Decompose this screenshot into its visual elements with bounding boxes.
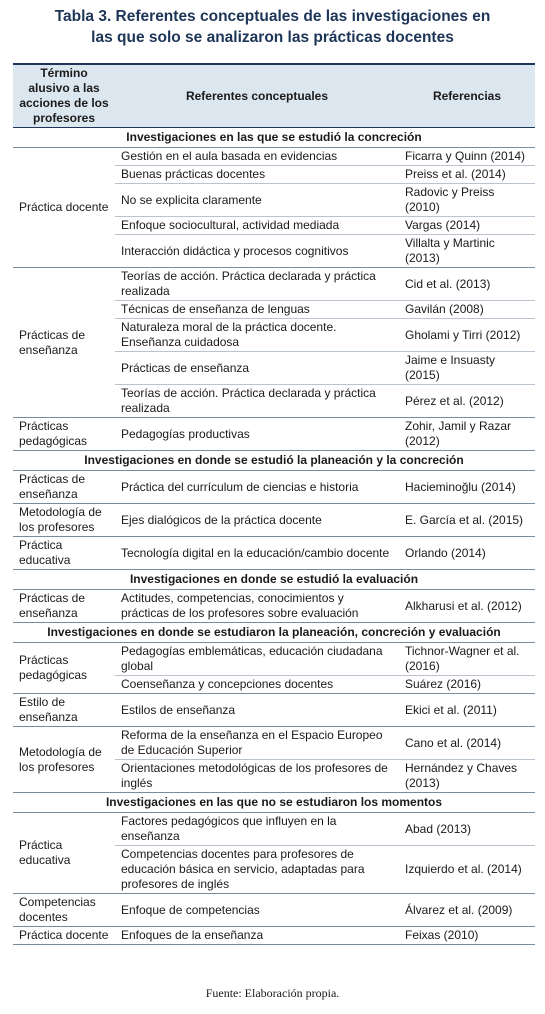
citation-cell: Alkharusi et al. (2012) xyxy=(399,590,535,623)
conceptual-reference-cell: Gestión en el aula basada en evidencias xyxy=(115,148,399,166)
conceptual-reference-cell: Teorías de acción. Práctica declarada y práctica realizada xyxy=(115,268,399,301)
conceptual-reference-cell: Orientaciones metodológicas de los profesores de inglés xyxy=(115,760,399,793)
citation-cell: Álvarez et al. (2009) xyxy=(399,894,535,927)
conceptual-reference-cell: Enfoque de competencias xyxy=(115,894,399,927)
conceptual-reference-cell: Buenas prácticas docentes xyxy=(115,166,399,184)
citation-cell: Abad (2013) xyxy=(399,813,535,846)
section-label: Investigaciones en donde se estudió la evaluación xyxy=(13,570,535,590)
citation-cell: Zohir, Jamil y Razar (2012) xyxy=(399,418,535,451)
conceptual-reference-cell: Práctica del currículum de ciencias e historia xyxy=(115,471,399,504)
citation-cell: Pérez et al. (2012) xyxy=(399,385,535,418)
conceptual-reference-cell: No se explicita claramente xyxy=(115,184,399,217)
header-term: Término alusivo a las acciones de los profesores xyxy=(13,64,115,128)
term-cell: Metodología de los profesores xyxy=(13,727,115,793)
source-note: Fuente: Elaboración propia. xyxy=(205,986,340,1000)
citation-cell: E. García et al. (2015) xyxy=(399,504,535,537)
table-row xyxy=(13,504,535,537)
conceptual-reference-cell: Actitudes, competencias, conocimientos y prácticas de los profesores sobre evaluación xyxy=(115,590,399,623)
term-cell: Prácticas de enseñanza xyxy=(13,590,115,623)
term-cell: Prácticas pedagógicas xyxy=(13,418,115,451)
section-header-row xyxy=(13,451,535,471)
conceptual-reference-cell: Competencias docentes para profesores de educación básica en servicio, adaptadas para profesores de inglés xyxy=(115,846,399,894)
citation-cell: Tichnor-Wagner et al. (2016) xyxy=(399,643,535,676)
conceptual-reference-cell: Coenseñanza y concepciones docentes xyxy=(115,676,399,694)
conceptual-reference-cell: Tecnología digital en la educación/cambio docente xyxy=(115,537,399,570)
citation-cell: Izquierdo et al. (2014) xyxy=(399,846,535,894)
header-conceptual-references: Referentes conceptuales xyxy=(115,64,399,128)
citation-cell: Villalta y Martinic (2013) xyxy=(399,235,535,268)
conceptual-reference-cell: Naturaleza moral de la práctica docente. Enseñanza cuidadosa xyxy=(115,319,399,352)
citation-cell: Jaime e Insuasty (2015) xyxy=(399,352,535,385)
section-label: Investigaciones en las que no se estudiaron los momentos xyxy=(13,793,535,813)
section-label: Investigaciones en las que se estudió la concreción xyxy=(13,128,535,148)
term-cell: Metodología de los profesores xyxy=(13,504,115,537)
table-title xyxy=(0,6,545,48)
conceptual-reference-cell: Teorías de acción. Práctica declarada y práctica realizada xyxy=(115,385,399,418)
table-row xyxy=(13,727,535,760)
citation-cell: Radovic y Preiss (2010) xyxy=(399,184,535,217)
table-row xyxy=(13,927,535,945)
citation-cell: Orlando (2014) xyxy=(399,537,535,570)
table-header-row xyxy=(13,64,535,128)
term-cell: Prácticas de enseñanza xyxy=(13,268,115,418)
conceptual-reference-cell: Reforma de la enseñanza en el Espacio Europeo de Educación Superior xyxy=(115,727,399,760)
conceptual-reference-cell: Pedagogías productivas xyxy=(115,418,399,451)
citation-cell: Gholami y Tirri (2012) xyxy=(399,319,535,352)
conceptual-reference-cell: Pedagogías emblemáticas, educación ciudadana global xyxy=(115,643,399,676)
conceptual-reference-cell: Técnicas de enseñanza de lenguas xyxy=(115,301,399,319)
table-title-line-2: las que solo se analizaron las prácticas docentes xyxy=(91,29,454,46)
table-row xyxy=(13,537,535,570)
table-row xyxy=(13,694,535,727)
header-references: Referencias xyxy=(399,64,535,128)
citation-cell: Vargas (2014) xyxy=(399,217,535,235)
table-row xyxy=(13,148,535,166)
table-body xyxy=(13,128,535,945)
conceptual-reference-cell: Ejes dialógicos de la práctica docente xyxy=(115,504,399,537)
conceptual-reference-cell: Enfoque sociocultural, actividad mediada xyxy=(115,217,399,235)
table-row xyxy=(13,590,535,623)
section-header-row xyxy=(13,623,535,643)
table-row xyxy=(13,894,535,927)
citation-cell: Gavilán (2008) xyxy=(399,301,535,319)
term-cell: Prácticas pedagógicas xyxy=(13,643,115,694)
term-cell: Práctica educativa xyxy=(13,813,115,894)
term-cell: Competencias docentes xyxy=(13,894,115,927)
term-cell: Práctica docente xyxy=(13,927,115,945)
conceptual-reference-cell: Interacción didáctica y procesos cognitivos xyxy=(115,235,399,268)
references-table xyxy=(13,63,535,945)
citation-cell: Hacieminoğlu (2014) xyxy=(399,471,535,504)
table-row xyxy=(13,813,535,846)
citation-cell: Cid et al. (2013) xyxy=(399,268,535,301)
section-label: Investigaciones en donde se estudió la planeación y la concreción xyxy=(13,451,535,471)
citation-cell: Ficarra y Quinn (2014) xyxy=(399,148,535,166)
term-cell: Prácticas de enseñanza xyxy=(13,471,115,504)
citation-cell: Hernández y Chaves (2013) xyxy=(399,760,535,793)
conceptual-reference-cell: Estilos de enseñanza xyxy=(115,694,399,727)
conceptual-reference-cell: Prácticas de enseñanza xyxy=(115,352,399,385)
citation-cell: Cano et al. (2014) xyxy=(399,727,535,760)
table-row xyxy=(13,471,535,504)
table-row xyxy=(13,643,535,676)
table-title-line-1: Tabla 3. Referentes conceptuales de las investigaciones en xyxy=(54,8,491,25)
conceptual-reference-cell: Factores pedagógicos que influyen en la enseñanza xyxy=(115,813,399,846)
table-row xyxy=(13,268,535,301)
section-header-row xyxy=(13,793,535,813)
citation-cell: Feixas (2010) xyxy=(399,927,535,945)
section-header-row xyxy=(13,128,535,148)
citation-cell: Suárez (2016) xyxy=(399,676,535,694)
citation-cell: Ekici et al. (2011) xyxy=(399,694,535,727)
conceptual-reference-cell: Enfoques de la enseñanza xyxy=(115,927,399,945)
term-cell: Práctica docente xyxy=(13,148,115,268)
term-cell: Estilo de enseñanza xyxy=(13,694,115,727)
section-label: Investigaciones en donde se estudiaron la planeación, concreción y evaluación xyxy=(13,623,535,643)
section-header-row xyxy=(13,570,535,590)
term-cell: Práctica educativa xyxy=(13,537,115,570)
citation-cell: Preiss et al. (2014) xyxy=(399,166,535,184)
table-row xyxy=(13,418,535,451)
